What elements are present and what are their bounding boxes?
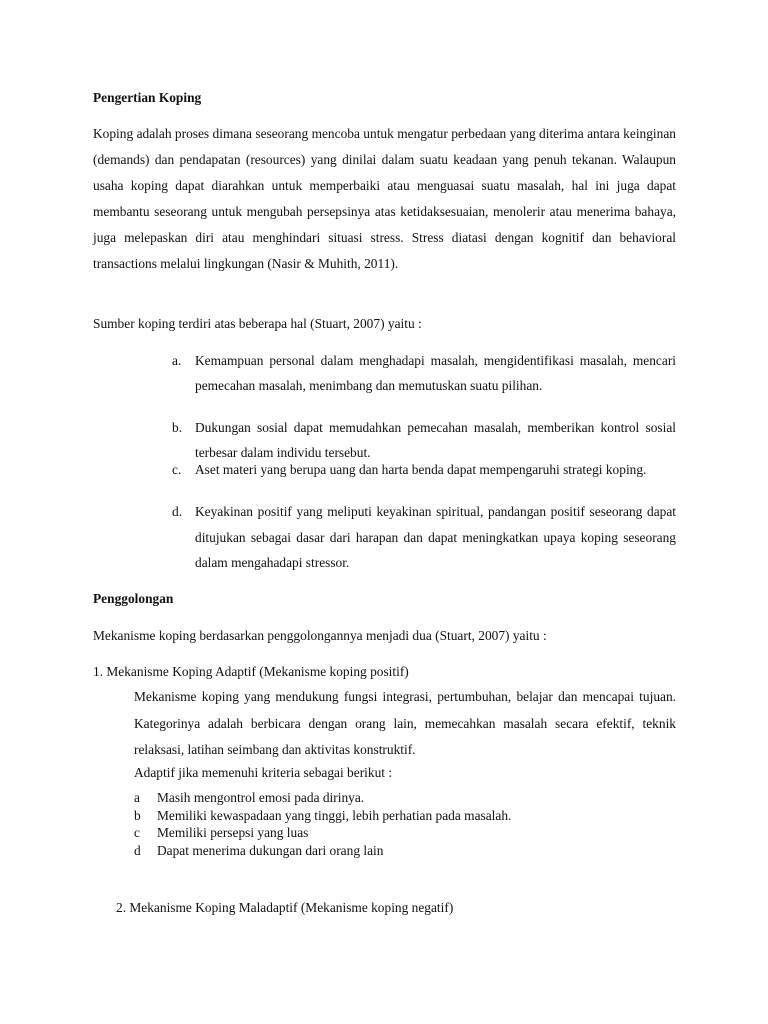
criteria-intro: Adaptif jika memenuhi kriteria sebagai berikut :	[134, 765, 393, 780]
list-item	[172, 499, 676, 576]
section-title-pengertian-koping: Pengertian Koping	[93, 90, 202, 105]
list-item	[134, 824, 694, 842]
list-item-text: Kemampuan personal dalam menghadapi masalah, mengidentifikasi masalah, mencari pemecahan masalah, menimbang dan memutuskan suatu pilihan.	[195, 353, 676, 393]
list-item	[134, 842, 694, 860]
list-marker: d	[134, 842, 141, 858]
list-item-text: Dukungan sosial dapat memudahkan pemecahan masalah, memberikan kontrol sosial terbesar dalam individu tersebut.	[195, 420, 676, 460]
list-marker: c.	[172, 462, 182, 477]
list-item-text: Memiliki kewaspadaan yang tinggi, lebih perhatian pada masalah.	[157, 807, 512, 823]
item2-heading: 2. Mekanisme Koping Maladaptif (Mekanisme koping negatif)	[116, 900, 454, 915]
penggolongan-intro: Mekanisme koping berdasarkan penggolongannya menjadi dua (Stuart, 2007) yaitu :	[93, 628, 547, 643]
list-item	[134, 789, 694, 807]
section-title-penggolongan: Penggolongan	[93, 591, 174, 606]
criteria-list	[134, 789, 694, 859]
list-item-text: Keyakinan positif yang meliputi keyakinan spiritual, pandangan positif seseorang dapat ditujukan sebagai dasar dari harapan dan dapat meningkatkan upaya koping seseorang dalam mengahadapi stressor.	[195, 504, 676, 570]
list-marker: d.	[172, 504, 183, 519]
list-marker: b.	[172, 420, 183, 435]
list-item-text: Dapat menerima dukungan dari orang lain	[157, 842, 384, 858]
list-marker: a	[134, 790, 140, 805]
list-item-text: Masih mengontrol emosi pada dirinya.	[157, 790, 365, 805]
paragraph-pengertian: Koping adalah proses dimana seseorang mencoba untuk mengatur perbedaan yang diterima antara keinginan (demands) dan pendapatan (resources) yang dinilai dalam suatu keadaan yang penuh tekanan. Walaupun usaha koping dapat diarahkan untuk memperbaiki atau menguasai suatu masalah, hal ini juga dapat membantu seseorang untuk mengubah persepsinya atas ketidaksesuaian, menolerir atau menerima bahaya, juga melepaskan diri atau menghindari situasi stress. Stress diatasi dengan kognitif dan behavioral transactions melalui lingkungan (Nasir & Muhith, 2011).	[93, 126, 676, 271]
sources-intro: Sumber koping terdiri atas beberapa hal (Stuart, 2007) yaitu :	[93, 316, 422, 331]
item1-heading: 1. Mekanisme Koping Adaptif (Mekanisme koping positif)	[93, 664, 409, 679]
list-marker: b	[134, 807, 141, 823]
list-item	[134, 807, 694, 825]
list-item-text: Memiliki persepsi yang luas	[157, 825, 309, 840]
list-marker: c	[134, 825, 140, 840]
list-item	[172, 457, 676, 482]
list-item-text: Aset materi yang berupa uang dan harta benda dapat mempengaruhi strategi koping.	[195, 462, 647, 477]
list-marker: a.	[172, 353, 182, 368]
list-item	[172, 348, 676, 398]
item1-paragraph: Mekanisme koping yang mendukung fungsi integrasi, pertumbuhan, belajar dan mencapai tujuan. Kategorinya adalah berbicara dengan orang lain, memecahkan masalah secara efektif, teknik relaksasi, latihan seimbang dan aktivitas konstruktif.	[134, 689, 676, 757]
